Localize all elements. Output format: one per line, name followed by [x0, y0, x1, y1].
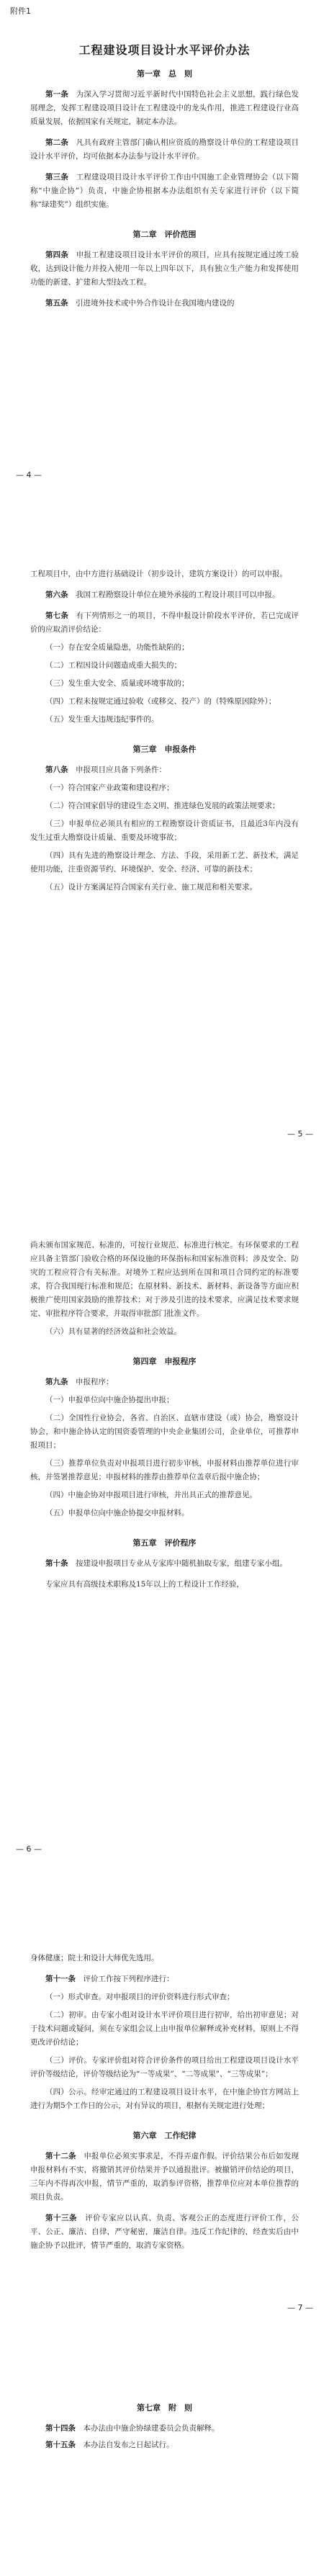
article-label: 第十一条 — [45, 1975, 76, 1983]
article — [30, 248, 299, 290]
list-item: （二）初审。由专家小组对设计水平评价项目进行初审，给出初审意见；对于技术问题或疑问，须在专家组会议上由申报单位解释或补充材料，原则上不得更改评价结论； — [30, 2011, 299, 2047]
list-item: （三）发生重大安全、质量或环境事故的； — [45, 679, 189, 688]
article — [30, 609, 299, 637]
list-item: （三）推荐单位负责对申报项目进行初步审核，申报材料由推荐单位进行审核，并签署推荐意见；申报材料的推荐由推荐单位盖章后报中施企协； — [30, 1459, 299, 1481]
chapter-heading: 第三章 申报条件 — [132, 745, 197, 754]
article — [30, 1557, 299, 1571]
article-text: 引进境外技术或中外合作设计在我国境内建设的 — [76, 299, 235, 308]
article-label: 第二条 — [45, 138, 69, 147]
list-item: （一）形式审查。对申报项目的评价资料进行形式审查； — [45, 1993, 235, 2001]
article-label: 第五条 — [45, 299, 68, 308]
article-label: 第八条 — [45, 766, 68, 774]
article-label: 第十二条 — [45, 2152, 76, 2160]
article — [30, 2422, 299, 2436]
list-item: （五）发生重大违规违纪事件的。 — [45, 715, 159, 724]
article-label: 第六条 — [45, 591, 68, 599]
article-text: 工程建设项目设计水平评价工作由中国施工企业管理协会（以下简称“中施企协”）负责，中施企协根据本办法组织有关专家进行评价（以下简称“绿建奖”）组织实施。 — [30, 173, 299, 209]
article — [30, 88, 299, 129]
article-text: 本办法自发布之日起试行。 — [83, 2441, 174, 2449]
page-number: — 5 — — [287, 1129, 313, 1139]
article-text: 我国工程勘察设计单位在境外承接的工程设计项目可以申报。 — [76, 591, 280, 599]
article — [30, 763, 299, 777]
list-item: （三）评价。专家评价组对符合评价条件的项目给出工程建设项目设计水平评价等级结论，评价等级结论为“一等成果”、“二等成果”、“三等成果”； — [30, 2056, 299, 2078]
chapter-heading: 第一章 总 则 — [137, 69, 192, 78]
attachment-label: 附件1 — [10, 6, 31, 16]
article-text: 评价专家应以认真、负责、客观公正的态度进行评价工作，公平、公正、廉洁、自律，严守秘密，廉洁自律。违反工作纪律的，经查实后由中施企协予以批评，情节严重的，取消专家资格。 — [30, 2214, 299, 2250]
list-item: （五）申报单位向中施企协提交申报材料。 — [45, 1509, 189, 1517]
page-number: — 4 — — [16, 470, 42, 480]
article-label: 第九条 — [45, 1378, 68, 1386]
article-text: 申报单位必须实事求是，不得弄虚作假。评价结果公布后如发现申报材料有不实，将撤销其评价结果并予以通报批评。被撤销评价结论的项目，三年内不得再次申报，情节严重的，取消参评资格，推荐单位应对本单位推荐的项目负责。 — [30, 2152, 299, 2202]
document-page-4 — [0, 1901, 329, 2575]
article — [30, 171, 299, 212]
article-text: 按建设申报项目专业从专家库中随机抽取专家，组建专家小组。 — [76, 1559, 287, 1568]
article-text: 评价工作按下列程序进行： — [83, 1975, 174, 1983]
article-label: 第四条 — [45, 251, 69, 259]
article-label: 第一条 — [45, 90, 69, 99]
continued-text: 工程项目中，由中方进行基础设计（初步设计，建筑方案设计）的可以申报。 — [30, 570, 287, 578]
chapter-heading: 第二章 评价范围 — [132, 230, 197, 239]
article — [30, 2212, 299, 2253]
list-item: （四）公示。经审定通过的工程建设项目设计水平，在中施企协官方网站上进行为期5个工作日的公示，对有异议的项目，根据有关规定进行处理； — [30, 2088, 299, 2110]
article-label: 第十三条 — [45, 2214, 78, 2222]
article — [30, 1375, 299, 1389]
chapter-heading: 第五章 评价程序 — [132, 1538, 197, 1548]
document-page-2 — [0, 519, 329, 1188]
list-item: （四）中施企协对申报项目进行审核，并出具正式的推荐意见。 — [45, 1491, 257, 1499]
continued-text: 专家应具有高级技术职称及15年以上的工程设计工作经验， — [45, 1580, 244, 1589]
article-label: 第十五条 — [45, 2441, 76, 2449]
list-item: （六）具有显著的经济效益和社会效益。 — [45, 1327, 181, 1336]
list-item: （二）工程因设计问题造成重大损失的； — [45, 661, 181, 670]
list-item: （一）存在安全质量隐患，功能性缺陷的； — [45, 643, 189, 652]
article — [30, 2438, 299, 2452]
chapter-heading: 第六章 工作纪律 — [132, 2131, 197, 2140]
article-text: 申报程序： — [76, 1378, 114, 1386]
article-text: 为深入学习贯彻习近平新时代中国特色社会主义思想，践行绿色发展理念，发挥工程建设项目设计在工程建设中的龙头作用，推进工程建设行业高质量发展，依据国家有关规定，制定本办法。 — [30, 90, 299, 126]
list-item: （四）具有先进的勘察设计理念、方法、手段，采用新工艺、新技术，满足使用功能，注重资源节约、环境保护、安全、经济、可靠的新技术； — [30, 851, 299, 874]
list-item: （二）符合国家倡导的建设生态文明、推进绿色发展的政策法规要求； — [45, 802, 280, 810]
page-number: — 7 — — [287, 2303, 313, 2312]
document-page-3 — [0, 1188, 329, 1901]
chapter-heading: 第七章 附 则 — [137, 2403, 192, 2413]
page-number: — 6 — — [16, 1844, 42, 1854]
list-item: （二）全国性行业协会，各省、自治区、直辖市建设（或）协会，勘察设计协会，和中施企协认定的国资委管理的中央企业集团公司，企业单位，可推荐申报项目； — [30, 1414, 299, 1450]
article-label: 第三条 — [45, 173, 69, 181]
article-label: 第十条 — [45, 1559, 68, 1568]
article — [30, 136, 299, 163]
article-label: 第十四条 — [45, 2424, 76, 2433]
list-item: （三）申报单位必须具有相应的工程勘察设计资质证书，且最近3年内没有发生过重大勘察设计质量、重要及环境事故； — [30, 820, 299, 842]
continued-text: 身体健康；院士和设计大师优先选用。 — [30, 1954, 159, 1962]
article-text: 申报工程建设项目设计水平评价的项目，应具有按规定通过竣工验收，达到设计能力并投入使用一年以上四年以下，具有独立生产能力和发挥使用功能的新建、扩建和大型技改工程。 — [30, 251, 299, 287]
article — [30, 588, 299, 602]
chapter-heading: 第四章 申报程序 — [132, 1357, 197, 1366]
list-item: （一）符合国家产业政策和建设程序； — [45, 784, 174, 792]
list-item: （一）申报单位向中施企协提出申报； — [45, 1396, 174, 1404]
article — [30, 297, 299, 310]
article — [30, 1973, 299, 1986]
appendix-section — [30, 2391, 299, 2459]
article-text: 有下列情形之一的项目，不得申报设计阶段水平评价，若已完成评价的应取消评价结论： — [30, 611, 299, 634]
article-label: 第七条 — [45, 611, 69, 620]
list-item: （四）工程未按规定通过验收（或移交、投产）的（特殊原因除外）； — [45, 697, 276, 706]
article — [30, 2150, 299, 2204]
article-text: 申报项目应具备下列条件： — [76, 766, 166, 774]
article-text: 本办法由中施企协绿建委员会负责解释。 — [83, 2424, 220, 2433]
article-text: 凡具有政府主管部门确认相应资质的勘察设计单位的工程建设项目设计水平评价，均可依据本办法参与设计水平评价。 — [30, 138, 299, 161]
document-title: 工程建设项目设计水平评价办法 — [78, 43, 251, 57]
continued-text: 尚未颁布国家规范、标准的，可按行业规范、标准进行核定。有环保要求的工程应具备主管部门验收合格的环保设施的环保指标和国家标准资料；涉及安全、防灾的工程应符合有关标准。对境外工程应达到所在国和项目合同约定的标准要求，符合我国现行标准和规范；在原材料、新技术、新材料、新设备等方面应积极推广使用国家鼓励的推荐技术；对于涉及引进的技术要求，应满足技术要求规定、审批程序符合要求，并取得审批部门批准文件。 — [30, 1241, 299, 1318]
list-item: （五）设计方案满足符合国家有关行业、施工规范和相关要求。 — [45, 883, 257, 892]
document-page-1 — [0, 0, 329, 519]
